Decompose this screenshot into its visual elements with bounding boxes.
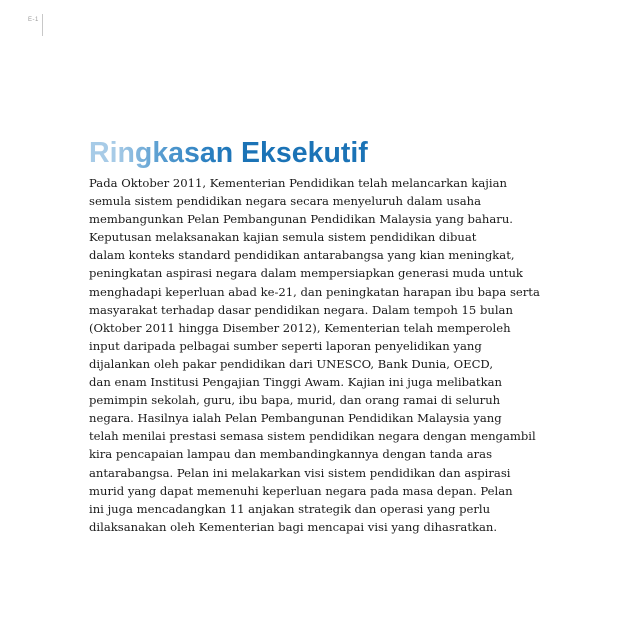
paragraph-line: negara. Hasilnya ialah Pelan Pembangunan Pendidikan Malaysia yang (89, 411, 502, 426)
paragraph-line: Keputusan melaksanakan kajian semula sistem pendidikan dibuat (89, 230, 477, 245)
paragraph-line: peningkatan aspirasi negara dalam mempersiapkan generasi muda untuk (89, 266, 523, 281)
paragraph-line: antarabangsa. Pelan ini melakarkan visi sistem pendidikan dan aspirasi (89, 465, 511, 480)
section-title: Ringkasan Eksekutif (89, 137, 368, 169)
paragraph-line: dijalankan oleh pakar pendidikan dari UNESCO, Bank Dunia, OECD, (89, 356, 494, 371)
paragraph-line: dalam konteks standard pendidikan antarabangsa yang kian meningkat, (89, 248, 515, 263)
margin-rule (42, 14, 43, 36)
paragraph-line: ini juga mencadangkan 11 anjakan strategik dan operasi yang perlu (89, 501, 491, 516)
paragraph-line: pemimpin sekolah, guru, ibu bapa, murid, dan orang ramai di seluruh (89, 393, 501, 408)
paragraph-line: (Oktober 2011 hingga Disember 2012), Kementerian telah memperoleh (89, 320, 511, 335)
paragraph-line: menghadapi keperluan abad ke-21, dan peningkatan harapan ibu bapa serta (89, 284, 540, 299)
executive-summary-paragraph (89, 174, 559, 536)
paragraph-line: input daripada pelbagai sumber seperti laporan penyelidikan yang (89, 338, 482, 353)
paragraph-line: telah menilai prestasi semasa sistem pendidikan negara dengan mengambil (89, 429, 536, 444)
paragraph-line: semula sistem pendidikan negara secara menyeluruh dalam usaha (89, 194, 482, 209)
paragraph-line: murid yang dapat memenuhi keperluan negara pada masa depan. Pelan (89, 483, 513, 498)
paragraph-line: Pada Oktober 2011, Kementerian Pendidikan telah melancarkan kajian (89, 176, 507, 190)
paragraph-line: kira pencapaian lampau dan membandingkannya dengan tanda aras (89, 447, 493, 462)
page-number: E-1 (28, 17, 39, 23)
paragraph-line: masyarakat terhadap dasar pendidikan negara. Dalam tempoh 15 bulan (89, 302, 513, 317)
paragraph-line: dilaksanakan oleh Kementerian bagi mencapai visi yang dihasratkan. (89, 519, 498, 534)
paragraph-line: dan enam Institusi Pengajian Tinggi Awam. Kajian ini juga melibatkan (89, 375, 502, 390)
paragraph-line: membangunkan Pelan Pembangunan Pendidikan Malaysia yang baharu. (89, 212, 513, 227)
